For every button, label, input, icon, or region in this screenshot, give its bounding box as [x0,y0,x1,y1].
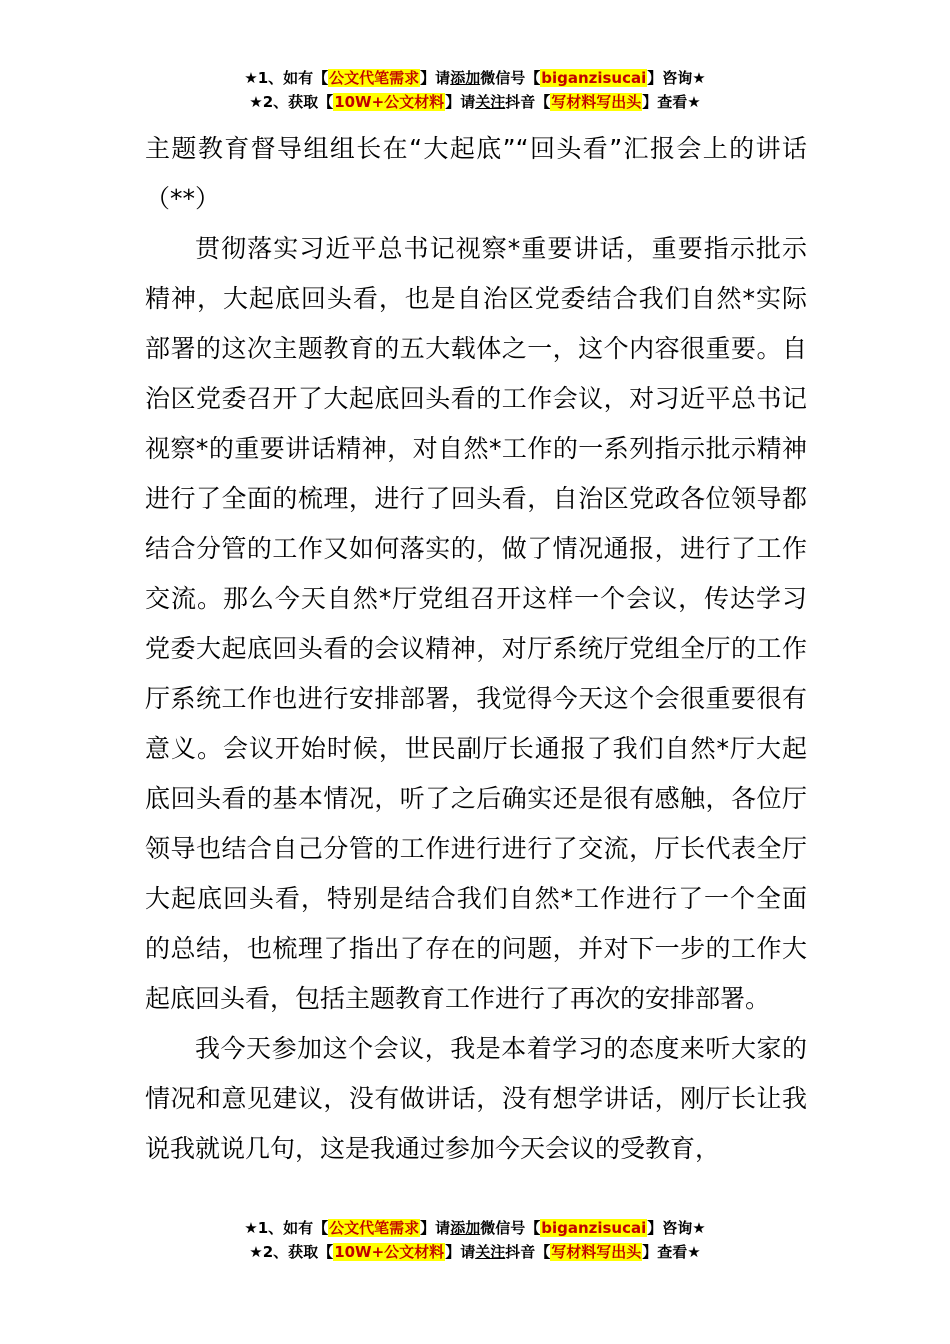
promo-text: 】查看★ [642,1243,701,1261]
promo-underlined: 关注 [475,1243,506,1261]
footer-promo-banner [0,1216,950,1264]
promo-text: 】请 [445,1243,476,1261]
promo-highlight: 公文代笔需求 [329,69,420,87]
promo-text: 】请 [420,69,451,87]
document-title: 主题教育督导组组长在“大起底”“回头看”汇报会上的讲话（**） [145,134,807,213]
promo-underlined: 关注 [475,93,506,111]
promo-line-1 [0,1216,950,1240]
promo-text: 】咨询★ [647,69,706,87]
promo-text: 】咨询★ [647,1219,706,1237]
promo-text: ★1、如有【 [244,1219,329,1237]
promo-text: 抖音【 [505,1243,551,1261]
promo-line-2 [0,1240,950,1264]
promo-highlight: 10W+公文材料 [334,93,445,111]
promo-text: ★2、获取【 [249,93,334,111]
promo-wechat-id: biganzisucai [541,1219,647,1237]
promo-highlight: 公文代笔需求 [329,1219,420,1237]
promo-text: ★2、获取【 [249,1243,334,1261]
promo-douyin-name: 写材料写出头 [551,1243,642,1261]
document-body [145,124,807,1174]
promo-underlined: 添加 [450,69,481,87]
promo-text: ★1、如有【 [244,69,329,87]
promo-text: 】请 [445,93,476,111]
promo-text: 微信号【 [480,69,541,87]
header-promo-banner [0,66,950,114]
promo-text: 】请 [420,1219,451,1237]
promo-highlight: 10W+公文材料 [334,1243,445,1261]
promo-line-2 [0,90,950,114]
promo-text: 】查看★ [642,93,701,111]
promo-underlined: 添加 [450,1219,481,1237]
promo-text: 抖音【 [505,93,551,111]
promo-douyin-name: 写材料写出头 [551,93,642,111]
promo-line-1 [0,66,950,90]
body-paragraph-1: 贯彻落实习近平总书记视察*重要讲话，重要指示批示精神，大起底回头看，也是自治区党委结合我们自然*实际部署的这次主题教育的五大载体之一，这个内容很重要。自治区党委召开了大起底回头看的工作会议，对习近平总书记视察*的重要讲话精神，对自然*工作的一系列指示批示精神进行了全面的梳理，进行了回头看，自治区党政各位领导都结合分管的工作又如何落实的，做了情况通报，进行了工作交流。那么今天自然*厅党组召开这样一个会议，传达学习党委大起底回头看的会议精神，对厅系统厅党组全厅的工作厅系统工作也进行安排部署，我觉得今天这个会很重要很有意义。会议开始时候，世民副厅长通报了我们自然*厅大起底回头看的基本情况，听了之后确实还是很有感触，各位厅领导也结合自己分管的工作进行进行了交流，厅长代表全厅大起底回头看，特别是结合我们自然*工作进行了一个全面的总结，也梳理了指出了存在的问题，并对下一步的工作大起底回头看，包括主题教育工作进行了再次的安排部署。 [145,234,807,1013]
promo-text: 微信号【 [480,1219,541,1237]
promo-wechat-id: biganzisucai [541,69,647,87]
body-paragraph-2: 我今天参加这个会议，我是本着学习的态度来听大家的情况和意见建议，没有做讲话，没有想学讲话，刚厅长让我说我就说几句，这是我通过参加今天会议的受教育， [145,1034,807,1163]
